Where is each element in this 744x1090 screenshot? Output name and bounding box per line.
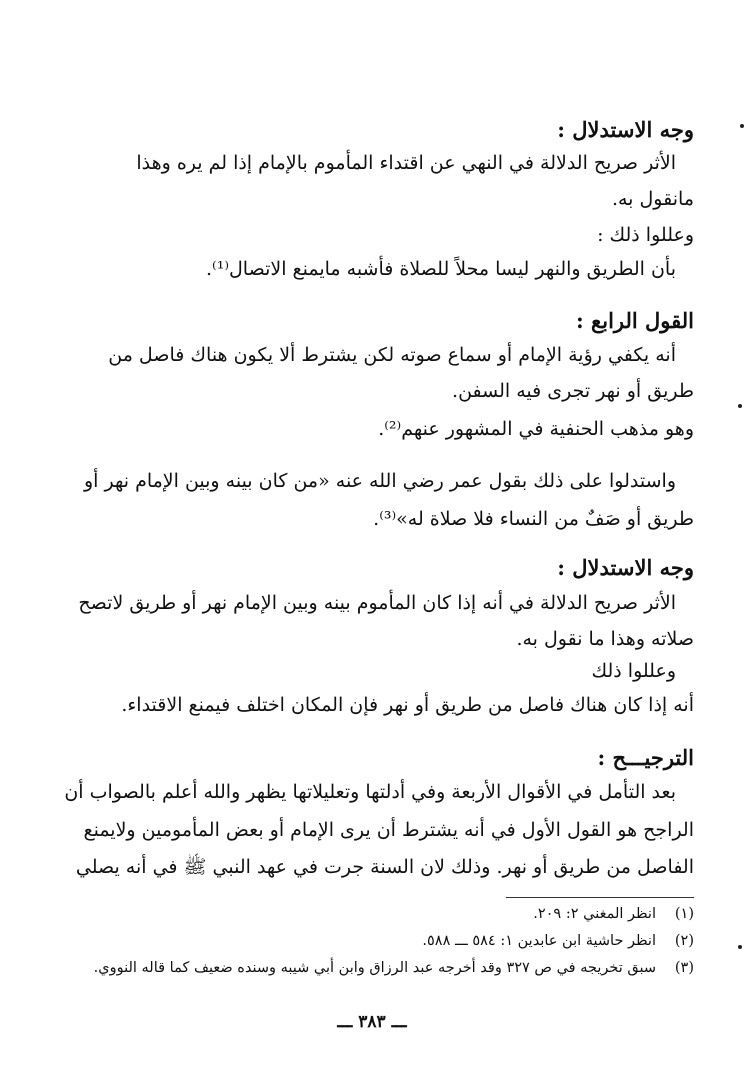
section-heading: وجه الاستدلال :: [557, 555, 694, 580]
paragraph-line: وعللوا ذلك: [591, 660, 676, 682]
paragraph-line: مانقول به.: [611, 188, 694, 210]
footnote: [48, 957, 694, 979]
paragraph-line: طريق أو نهر تجرى فيه السفن.: [452, 380, 694, 402]
footnote: [48, 903, 694, 925]
paragraph-line: بأن الطريق والنهر ليسا محلاً للصلاة فأشبه مايمنع الاتصال⁽¹⁾.: [205, 258, 676, 280]
scan-mark: [738, 404, 742, 408]
footnote: [48, 930, 694, 952]
paragraph-line: الأثر صريح الدلالة في أنه إذا كان المأموم بينه وبين الإمام نهر أو طريق لاتصح: [78, 592, 676, 614]
section-heading: القول الرابع :: [575, 308, 694, 333]
footnote-number: (١): [674, 906, 694, 922]
paragraph-line: الأثر صريح الدلالة في النهي عن اقتداء المأموم بالإمام إذا لم يره وهذا: [136, 152, 676, 174]
paragraph-line: بعد التأمل في الأقوال الأربعة وفي أدلتها وتعليلاتها يظهر والله أعلم بالصواب أن: [64, 781, 676, 803]
section-heading: الترجيـــح :: [597, 745, 694, 770]
section-heading: وجه الاستدلال :: [557, 117, 694, 142]
paragraph-line: الراجح هو القول الأول في أنه يشترط أن يرى الإمام أو بعض المأمومين ولايمنع: [83, 819, 694, 841]
paragraph-line: صلاته وهذا ما نقول به.: [516, 628, 694, 650]
footnote-text: انظر حاشية ابن عابدين ١: ٥٨٤ ـــ ٥٨٨.: [422, 933, 656, 949]
paragraph-line: أنه إذا كان هناك فاصل من طريق أو نهر فإن المكان اختلف فيمنع الاقتداء.: [121, 694, 694, 716]
paragraph-line: وعللوا ذلك :: [597, 224, 694, 246]
footnote-separator: [506, 897, 694, 898]
footnote-number: (٢): [674, 933, 694, 949]
footnote-text: سبق تخريجه في ص ٣٢٧ وقد أخرجه عبد الرزاق وابن أبي شيبه وسنده ضعيف كما قاله النووي.: [93, 960, 656, 976]
footnote-text: انظر المغني ٢: ٢٠٩.: [533, 906, 656, 922]
page-number: ـــ ٣٨٣ ـــ: [337, 1012, 407, 1032]
paragraph-line: طريق أو صَفٌ من النساء فلا صلاة له»⁽³⁾.: [373, 508, 694, 530]
footnote-number: (٣): [674, 960, 694, 976]
scan-mark: [740, 124, 744, 128]
paragraph-line: الفاصل من طريق أو نهر. وذلك لان السنة جرت في عهد النبي ﷺ في أنه يصلي: [75, 856, 694, 878]
paragraph-line: أنه يكفي رؤية الإمام أو سماع صوته لكن يشترط ألا يكون هناك فاصل من: [108, 344, 676, 366]
paragraph-line: واستدلوا على ذلك بقول عمر رضي الله عنه «من كان بينه وبين الإمام نهر أو: [84, 470, 676, 492]
scan-mark: [738, 945, 742, 949]
paragraph-line: وهو مذهب الحنفية في المشهور عنهم⁽²⁾.: [378, 418, 694, 440]
